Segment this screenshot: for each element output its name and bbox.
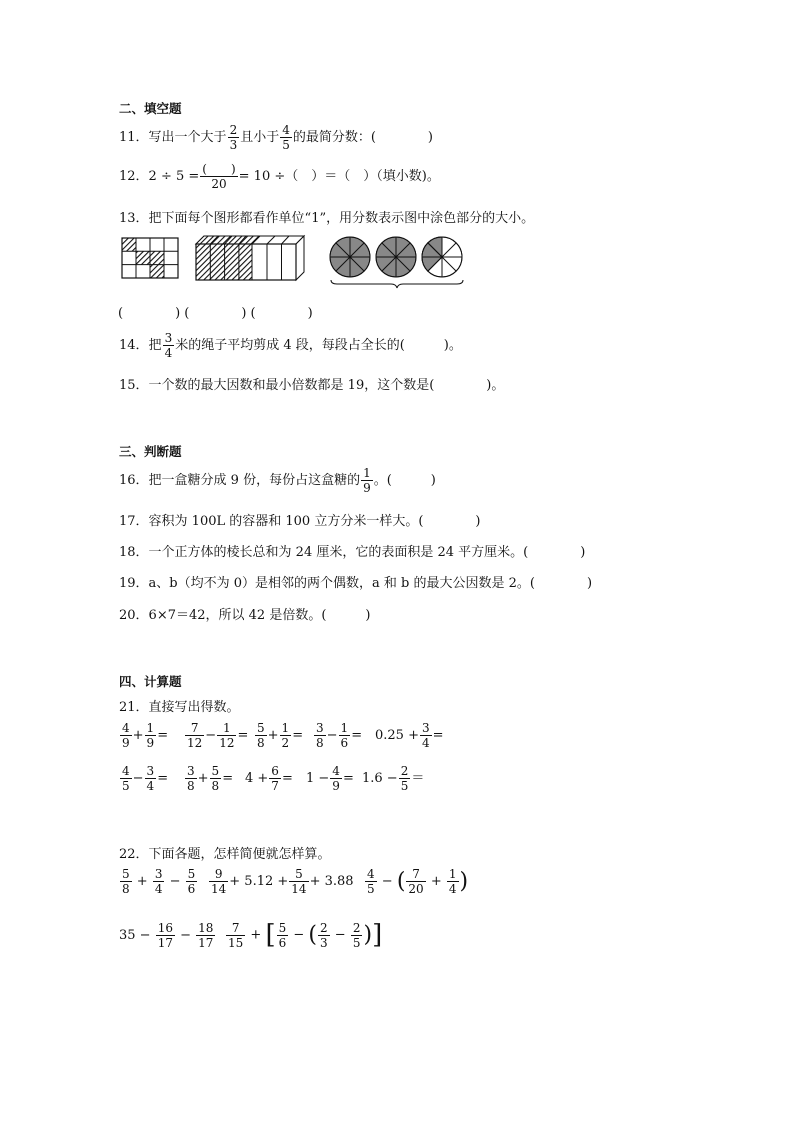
op: + bbox=[132, 728, 144, 743]
frac-num: 5 bbox=[187, 867, 196, 881]
eq: = bbox=[281, 771, 293, 786]
eq: ＝ bbox=[411, 771, 425, 786]
question-19: 19．a、b（均不为 0）是相邻的两个偶数，a 和 b 的最大公因数是 2。( ) bbox=[119, 576, 593, 591]
frac-den: 20 bbox=[408, 882, 424, 896]
mid-1: + 5.12 + bbox=[229, 874, 289, 889]
q11-frac-2 bbox=[280, 124, 292, 151]
frac-den: 4 bbox=[154, 882, 163, 896]
q14-frac bbox=[163, 332, 175, 359]
frac-num: 3 bbox=[164, 331, 173, 345]
frac-den: 9 bbox=[146, 736, 155, 750]
frac-num: 5 bbox=[289, 868, 308, 882]
grid-figure bbox=[122, 238, 180, 280]
frac-num: 1 bbox=[217, 722, 236, 736]
q14-num: 14． bbox=[119, 338, 149, 353]
simplify-1: $\frac{5}{8}$ + $\frac{3}{4}$ − $\frac{5}{6}$ bbox=[122, 867, 196, 896]
cuboid-figure bbox=[196, 236, 308, 282]
frac-num: 3 bbox=[154, 867, 163, 881]
frac-num: 1 bbox=[363, 466, 371, 480]
frac-num: 1 bbox=[281, 721, 290, 735]
question-20: 20．6×7＝42，所以 42 是倍数。( ) bbox=[119, 608, 371, 623]
eq: = bbox=[157, 728, 169, 743]
q11-num: 11． bbox=[119, 130, 149, 145]
simplify-2 bbox=[208, 868, 354, 895]
question-22-title: 22．下面各题，怎样简便就怎样算。 bbox=[119, 847, 331, 862]
eq: = bbox=[432, 728, 444, 743]
frac-num: 2 bbox=[400, 764, 409, 778]
frac-num: 4 bbox=[282, 123, 290, 137]
frac-num: 5 bbox=[278, 920, 287, 935]
frac-num: 4 bbox=[122, 764, 130, 778]
frac-den: 9 bbox=[332, 779, 340, 793]
frac-den: 3 bbox=[229, 138, 238, 152]
calc-1-3 bbox=[254, 722, 303, 749]
q13-answer-blanks: ( ) ( ) ( ) bbox=[118, 306, 313, 321]
calc-1-5 bbox=[375, 722, 444, 749]
pre: 35 − bbox=[119, 928, 151, 943]
circles-figure bbox=[329, 236, 465, 286]
frac-num: 6 bbox=[271, 764, 279, 778]
eq: = bbox=[351, 728, 363, 743]
pre: 0.25 + bbox=[375, 728, 419, 743]
op: + bbox=[267, 728, 279, 743]
calc-1-2 bbox=[184, 722, 248, 749]
frac-num: 3 bbox=[146, 764, 155, 778]
question-12 bbox=[119, 163, 440, 190]
frac-den: 9 bbox=[363, 481, 371, 495]
op: − bbox=[326, 728, 338, 743]
frac-num: 1 bbox=[448, 867, 457, 881]
frac-den: 14 bbox=[211, 882, 227, 896]
question-18: 18．一个正方体的棱长总和为 24 厘米，它的表面积是 24 平方厘米。( ) bbox=[119, 545, 586, 560]
frac-den: 14 bbox=[291, 882, 307, 896]
eq: = bbox=[222, 771, 234, 786]
section-fill-title: 二、填空题 bbox=[119, 101, 182, 116]
q14-post: 米的绳子平均剪成 4 段，每段占全长的( )。 bbox=[175, 338, 462, 353]
mid-2: + 3.88 bbox=[309, 874, 354, 889]
frac-den: 5 bbox=[282, 138, 290, 152]
frac-num: 3 bbox=[187, 764, 195, 778]
question-21-title: 21．直接写出得数。 bbox=[119, 700, 240, 715]
eq: = bbox=[237, 728, 249, 743]
calc-2-5 bbox=[362, 765, 424, 792]
eq: = bbox=[157, 771, 169, 786]
frac-num: 2 bbox=[229, 123, 238, 137]
q12-frac bbox=[200, 163, 237, 190]
frac-den: 6 bbox=[187, 882, 196, 896]
frac-den: 17 bbox=[157, 936, 173, 950]
q16-post: 。( ) bbox=[373, 473, 436, 488]
frac-num: 4 bbox=[122, 721, 130, 735]
frac-den: 9 bbox=[122, 736, 130, 750]
question-16 bbox=[119, 467, 436, 494]
frac-den: 17 bbox=[198, 936, 214, 950]
q11-pre: 写出一个大于 bbox=[148, 130, 227, 145]
frac-num: 5 bbox=[211, 764, 220, 778]
q12-pre: 2 ÷ 5 = bbox=[148, 169, 200, 184]
frac-den: 8 bbox=[122, 882, 130, 896]
question-15: 15．一个数的最大因数和最小倍数都是 19，这个数是( )。 bbox=[119, 378, 505, 393]
frac-num: 7 bbox=[406, 868, 425, 882]
frac-num: 4 bbox=[332, 764, 340, 778]
frac-den: 3 bbox=[320, 935, 328, 950]
pre: 1 − bbox=[306, 771, 330, 786]
frac-den: 4 bbox=[164, 346, 173, 360]
question-13: 13．把下面每个图形都看作单位“1”，用分数表示图中涂色部分的大小。 bbox=[119, 211, 535, 226]
question-11 bbox=[119, 124, 433, 151]
frac-num: 18 bbox=[198, 921, 214, 935]
frac-num: 4 bbox=[367, 867, 375, 881]
q12-post: = 10 ÷（ ）＝（ ）（填小数)。 bbox=[238, 169, 440, 184]
frac-den: 12 bbox=[187, 736, 203, 750]
section-judge-title: 三、判断题 bbox=[119, 444, 182, 459]
frac-den: 4 bbox=[146, 779, 155, 793]
frac-num: 2 bbox=[352, 920, 361, 935]
q16-pre: 把一盒糖分成 9 份，每份占这盒糖的 bbox=[148, 473, 361, 488]
frac-den: 20 bbox=[211, 177, 227, 191]
frac-den: 15 bbox=[228, 935, 244, 950]
q14-pre: 把 bbox=[148, 338, 162, 353]
frac-num: 3 bbox=[421, 721, 430, 735]
q16-num: 16． bbox=[119, 473, 149, 488]
simplify-3: $\frac{4}{5}$ − ( $\frac{7}{20}$ + $\frac{1}{4}$ ) bbox=[367, 867, 469, 896]
calc-2-4 bbox=[306, 765, 354, 792]
frac-den: 4 bbox=[448, 882, 457, 896]
frac-den: 8 bbox=[211, 779, 220, 793]
op: − bbox=[205, 728, 217, 743]
frac-num: 1 bbox=[146, 721, 155, 735]
frac-num: 3 bbox=[316, 721, 324, 735]
frac-den: 4 bbox=[421, 736, 430, 750]
frac-den: 8 bbox=[316, 736, 324, 750]
pre: 1.6 − bbox=[362, 771, 398, 786]
eq: = bbox=[292, 728, 304, 743]
frac-num: 7 bbox=[185, 722, 204, 736]
eq: = bbox=[342, 771, 354, 786]
frac-den: 2 bbox=[281, 736, 290, 750]
frac-num: 5 bbox=[257, 721, 265, 735]
calc-1-1 bbox=[119, 722, 168, 749]
frac-den: 8 bbox=[257, 736, 265, 750]
frac-num: 5 bbox=[122, 867, 130, 881]
frac-num: ( ) bbox=[202, 162, 236, 176]
frac-num: 9 bbox=[209, 868, 228, 882]
q11-post: 的最简分数：( ) bbox=[292, 130, 434, 145]
q11-mid: 且小于 bbox=[240, 130, 280, 145]
q16-frac bbox=[361, 467, 373, 494]
frac-num: 7 bbox=[226, 922, 245, 936]
calc-2-1 bbox=[119, 765, 168, 792]
section-calc-title: 四、计算题 bbox=[119, 674, 182, 689]
frac-den: 8 bbox=[187, 779, 195, 793]
pre: 4 + bbox=[245, 771, 269, 786]
op: − bbox=[132, 771, 144, 786]
calc-2-3 bbox=[245, 765, 293, 792]
frac-den: 12 bbox=[219, 736, 235, 750]
simplify-4: 35 − $\frac{16}{17}$ − $\frac{18}{17}$ bbox=[119, 921, 214, 950]
frac-den: 7 bbox=[271, 779, 279, 793]
frac-num: 2 bbox=[320, 920, 328, 935]
frac-den: 5 bbox=[400, 779, 409, 793]
frac-den: 6 bbox=[340, 736, 349, 750]
q12-num: 12． bbox=[119, 169, 149, 184]
calc-2-2 bbox=[184, 765, 233, 792]
simplify-5: $\frac{7}{15}$ + [ $\frac{5}{6}$ − ( $\frac{2}{3}$ − $\frac{2}{5}$ )] bbox=[228, 920, 383, 950]
frac-den: 6 bbox=[278, 935, 287, 950]
frac-num: 16 bbox=[157, 921, 173, 935]
frac-den: 5 bbox=[122, 779, 130, 793]
frac-num: 1 bbox=[340, 721, 349, 735]
question-17: 17．容积为 100L 的容器和 100 立方分米一样大。( ) bbox=[119, 514, 481, 529]
frac-den: 5 bbox=[367, 882, 375, 896]
calc-1-4 bbox=[313, 722, 362, 749]
question-14 bbox=[119, 332, 462, 359]
q11-frac-1 bbox=[228, 124, 240, 151]
op: + bbox=[197, 771, 209, 786]
frac-den: 5 bbox=[352, 935, 361, 950]
